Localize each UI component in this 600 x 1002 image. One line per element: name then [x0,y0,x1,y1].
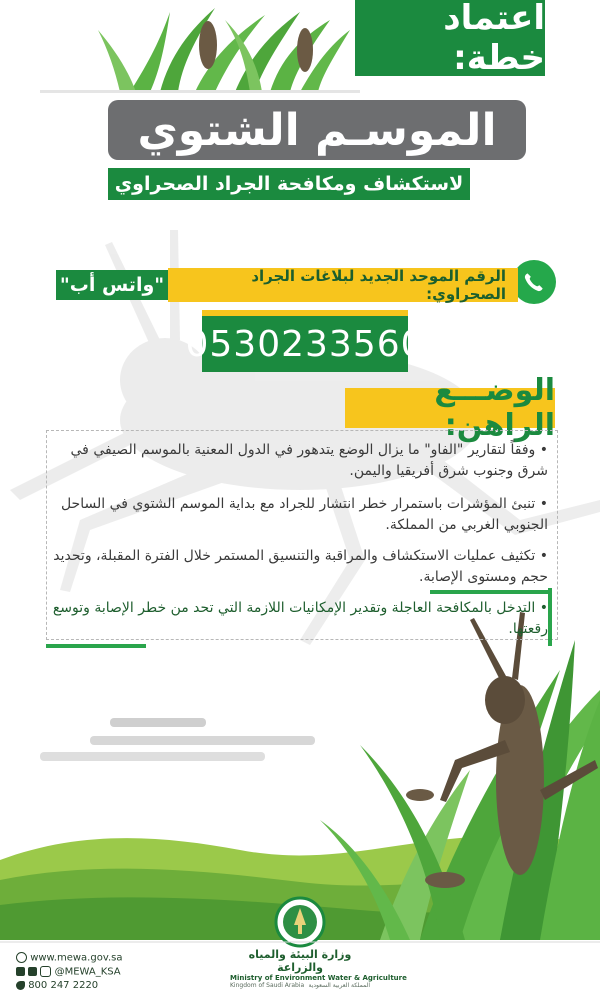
kingdom-name-ar: المملكة العربية السعودية [308,982,370,989]
hotline-number[interactable]: 0530233560 [202,310,408,372]
whatsapp-icon [512,260,556,304]
accent-line [548,588,552,646]
twitter-icon[interactable] [16,967,25,976]
current-status-heading: الوضـــع الراهن: [345,388,555,428]
status-point: • التدخل بالمكافحة العاجلة وتقدير الإمكانيات اللازمة التي تحد من خطر الإصابة وتوسع رقعتها. [52,600,548,637]
website-link[interactable]: www.mewa.gov.sa [30,952,123,964]
status-point: • تكثيف عمليات الاستكشاف والمراقبة والتنسيق المستمر خلال الفترة المقبلة، وتحديد حجم ومستوى الإصابة. [53,548,548,585]
social-handle[interactable]: @MEWA_KSA [54,966,121,978]
phone-row [16,980,98,991]
accent-line [46,644,146,648]
decorative-bar [90,736,315,745]
status-point: • وفقاً لتقارير "الفاو" ما يزال الوضع يتدهور في الدول المعنية بالموسم الصيفي في شرق وجنوب شرق أفريقيا واليمن. [70,442,548,479]
whatsapp-label: "واتس أب" [56,270,168,300]
hotline-label: الرقم الموحد الجديد لبلاغات الجراد الصحراوي: [168,268,518,302]
kingdom-name-en: Kingdom of Saudi Arabia [230,982,305,989]
winter-season-title: الموسـم الشتوي [108,100,526,160]
decorative-bar [40,752,265,761]
ministry-emblem-icon [276,898,324,946]
campaign-subtitle: لاستكشاف ومكافحة الجراد الصحراوي [108,168,470,200]
decorative-bar [110,718,206,727]
instagram-icon[interactable] [40,966,51,977]
ministry-name-en: Ministry of Environment Water & Agriculture [230,974,407,982]
top-grass-illustration [40,8,360,93]
status-point: • تنبئ المؤشرات باستمرار خطر انتشار للجراد مع بداية الموسم الشتوي في الساحل الجنوبي الغربي من المملكة. [60,496,548,533]
plan-approval-title: اعتماد خطة: [355,0,545,76]
facebook-icon[interactable] [28,967,37,976]
social-row [16,966,121,978]
ministry-name-ar: وزارة البيئة والمياه والزراعة [248,948,352,974]
website-row [16,952,123,964]
globe-icon [16,952,27,963]
accent-line [430,590,550,594]
footer-phone[interactable]: 800 247 2220 [28,980,99,991]
ministry-block [230,948,407,989]
phone-icon [16,981,25,990]
kingdom-row [230,982,370,989]
